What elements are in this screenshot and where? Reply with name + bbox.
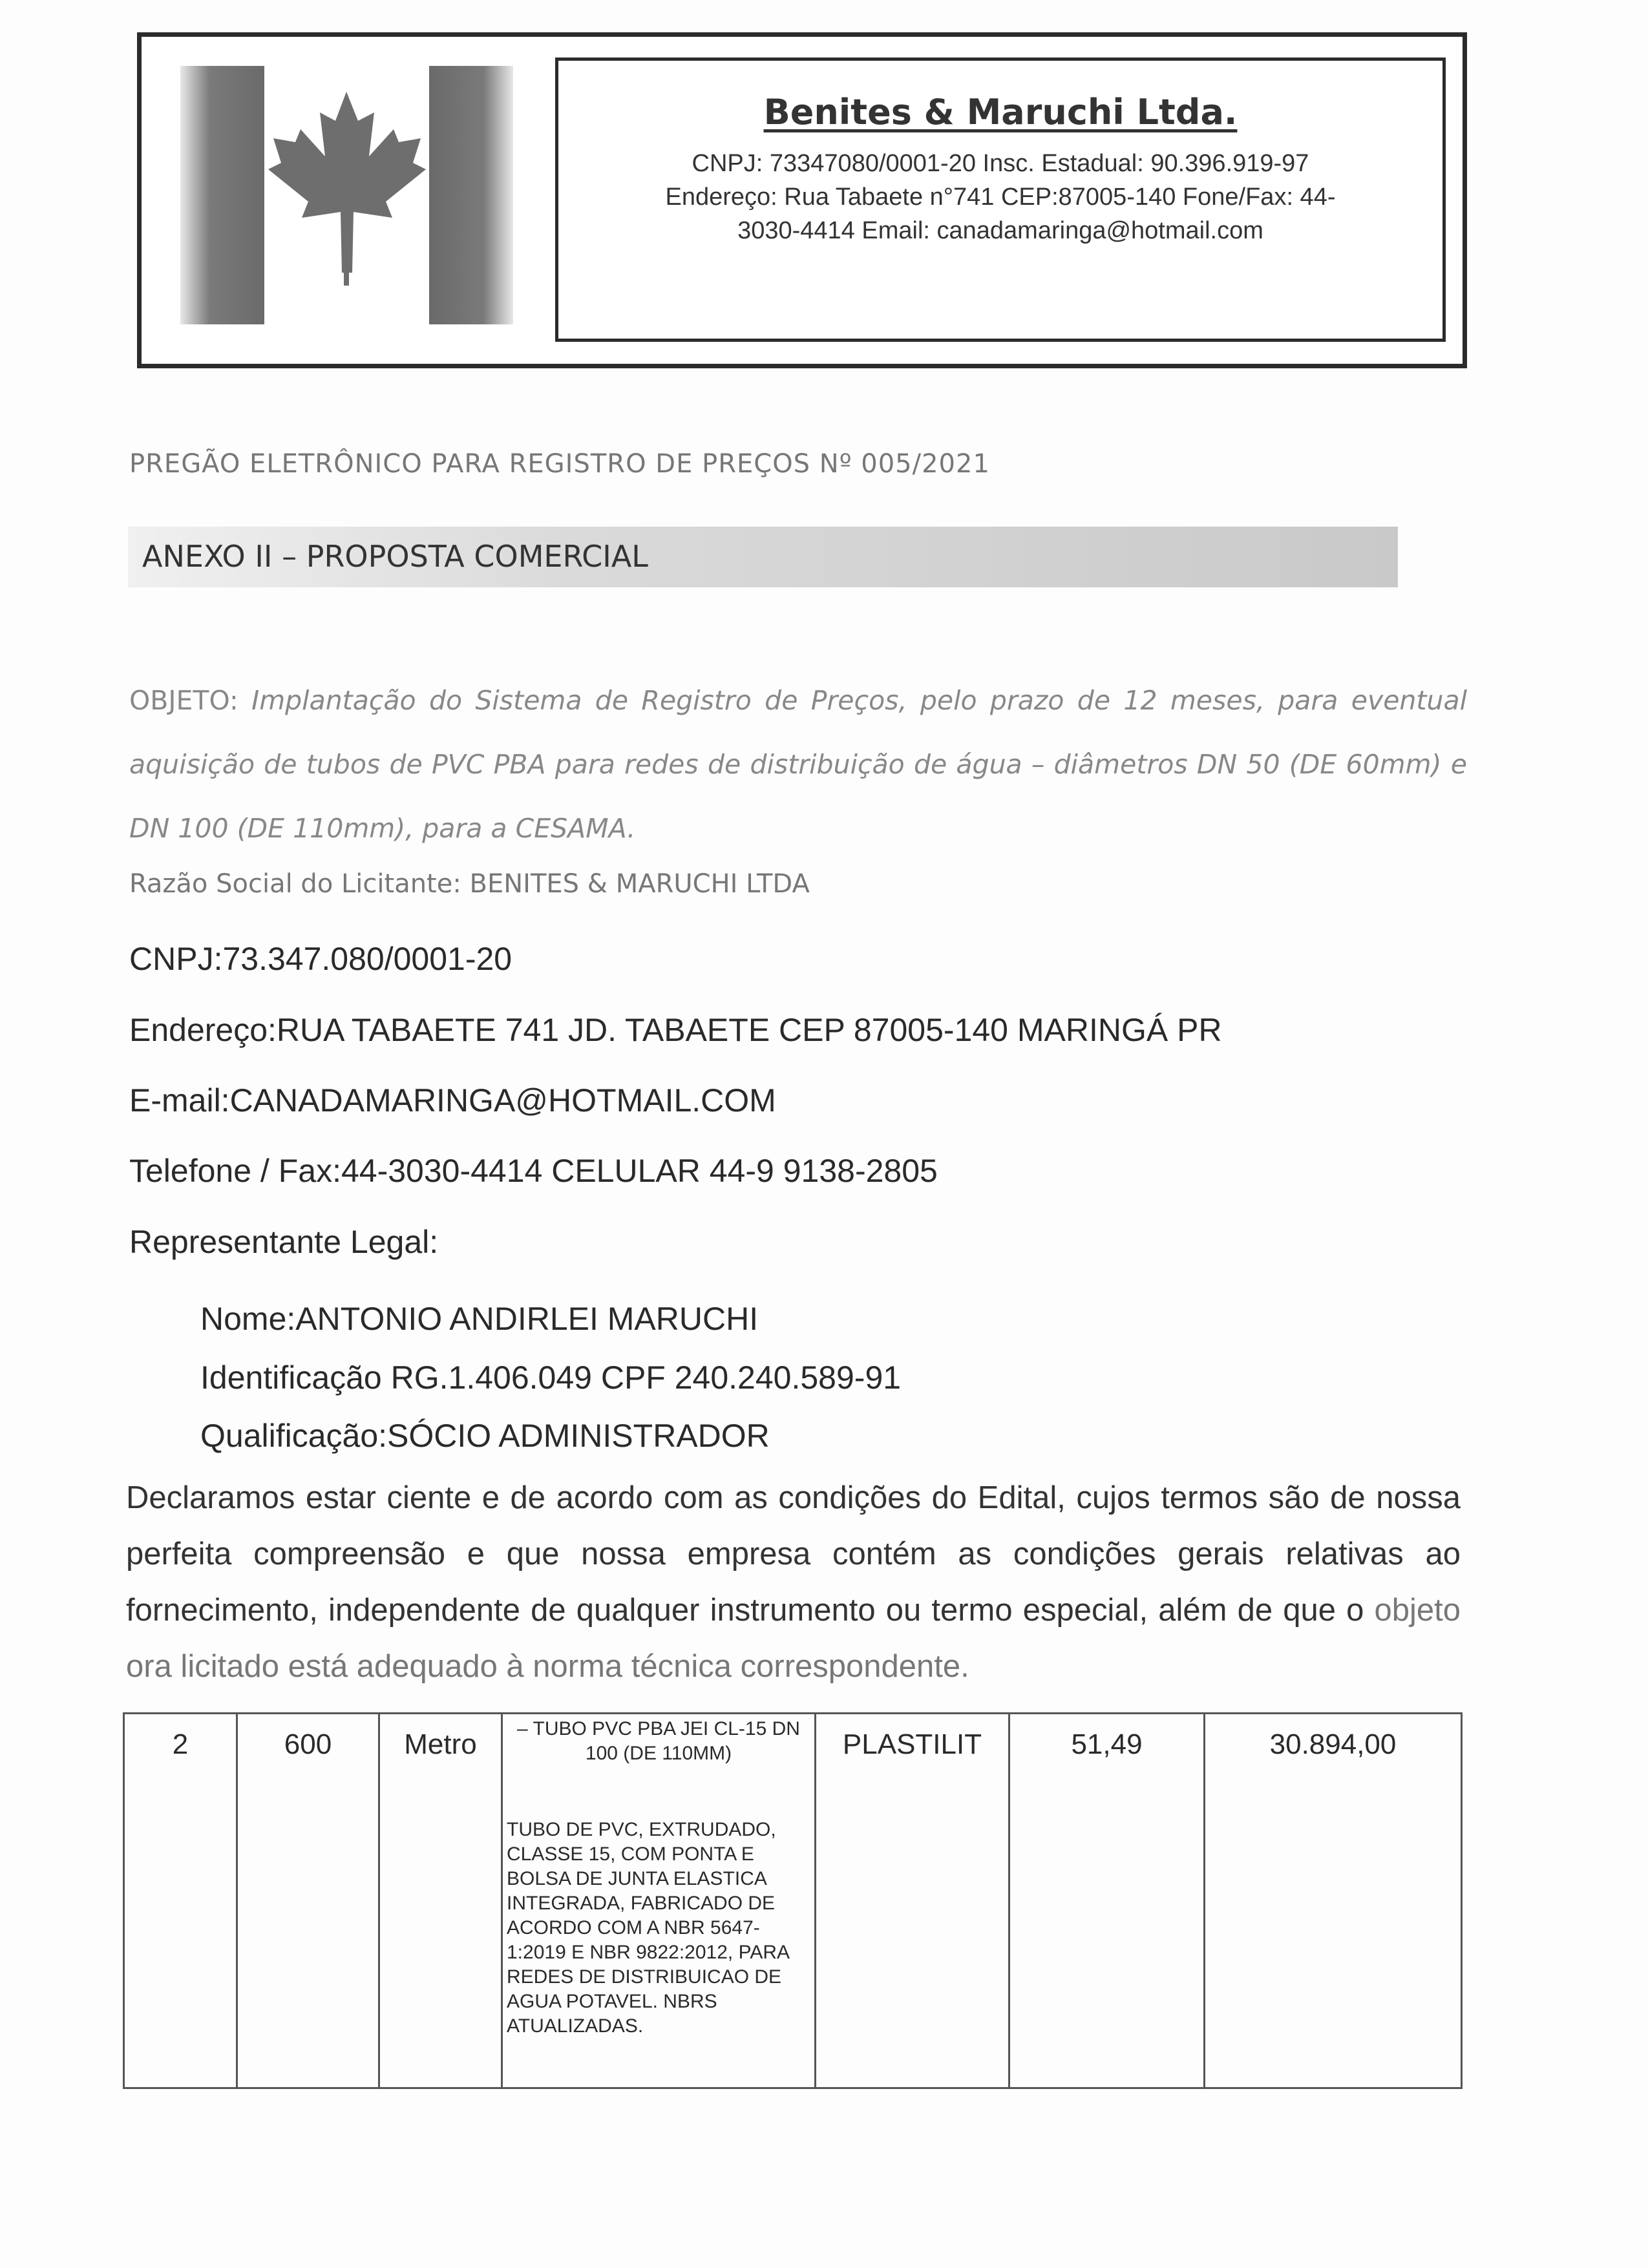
- company-name: Benites & Maruchi Ltda.: [763, 92, 1238, 132]
- declaration-text: Declaramos estar ciente e de acordo com as condições do Edital, cujos termos são de nossa perfeita compreensão e que nossa empresa contém as condições gerais relativas ao fornecimento, independente de qualquer instrumento ou termo especial, além de que o: [126, 1480, 1461, 1628]
- objeto-text: Implantação do Sistema de Registro de Preços, pelo prazo de 12 meses, para eventual aquisição de tubos de PVC PBA para redes de distribuição de água – diâmetros DN 50 (DE 60mm) e DN 100 (DE 110mm), para a CESAMA.: [129, 685, 1467, 844]
- brand-cell: PLASTILIT: [816, 1714, 1009, 2088]
- representative-role: Qualificação:SÓCIO ADMINISTRADOR: [200, 1418, 770, 1454]
- representative-id: Identificação RG.1.406.049 CPF 240.240.589-91: [200, 1360, 902, 1396]
- description-cell: [502, 1714, 816, 2088]
- table-row: [124, 1714, 1462, 2088]
- proposal-table: [123, 1712, 1463, 2089]
- declaration-paragraph: [126, 1470, 1461, 1695]
- cnpj-field: CNPJ:73.347.080/0001-20: [129, 941, 512, 977]
- canada-flag-icon: [180, 66, 513, 324]
- legal-representative-label: Representante Legal:: [129, 1224, 439, 1260]
- razao-social: Razão Social do Licitante: BENITES & MARUCHI LTDA: [129, 869, 810, 899]
- objeto-paragraph: [129, 669, 1467, 861]
- total-price-cell: 30.894,00: [1205, 1714, 1462, 2088]
- company-contact-line: 3030-4414 Email: canadamaringa@hotmail.com: [737, 217, 1263, 244]
- annex-title: ANEXO II – PROPOSTA COMERCIAL: [142, 539, 648, 574]
- email-field: E-mail:CANADAMARINGA@HOTMAIL.COM: [129, 1082, 776, 1118]
- declaration-last-line: objeto ora licitado está adequado à norma técnica correspondente.: [126, 1593, 1461, 1684]
- unit-cell: Metro: [379, 1714, 502, 2088]
- item-number-cell: 2: [124, 1714, 237, 2088]
- letterhead: [137, 32, 1467, 368]
- objeto-label: OBJETO:: [129, 685, 238, 716]
- description-title: – TUBO PVC PBA JEI CL-15 DN 100 (DE 110MM): [517, 1718, 800, 1764]
- company-info-box: [555, 58, 1446, 342]
- phone-field: Telefone / Fax:44-3030-4414 CELULAR 44-9 9138-2805: [129, 1153, 938, 1189]
- address-field: Endereço:RUA TABAETE 741 JD. TABAETE CEP 87005-140 MARINGÁ PR: [129, 1012, 1222, 1048]
- quantity-cell: 600: [237, 1714, 379, 2088]
- unit-price-cell: 51,49: [1009, 1714, 1205, 2088]
- document-subtitle: PREGÃO ELETRÔNICO PARA REGISTRO DE PREÇOS Nº 005/2021: [129, 449, 990, 479]
- company-address-line: Endereço: Rua Tabaete n°741 CEP:87005-140 Fone/Fax: 44-: [665, 184, 1336, 211]
- company-registration-line: CNPJ: 73347080/0001-20 Insc. Estadual: 90.396.919-97: [692, 150, 1309, 177]
- description-text: TUBO DE PVC, EXTRUDADO, CLASSE 15, COM PONTA E BOLSA DE JUNTA ELASTICA INTEGRADA, FABRICADO DE ACORDO COM A NBR 5647-1:2019 E NBR 9822:2012, PARA REDES DE DISTRIBUICAO DE AGUA POTAVEL. NBRS ATUALIZADAS.: [507, 1819, 789, 2037]
- representative-name: Nome:ANTONIO ANDIRLEI MARUCHI: [200, 1301, 759, 1337]
